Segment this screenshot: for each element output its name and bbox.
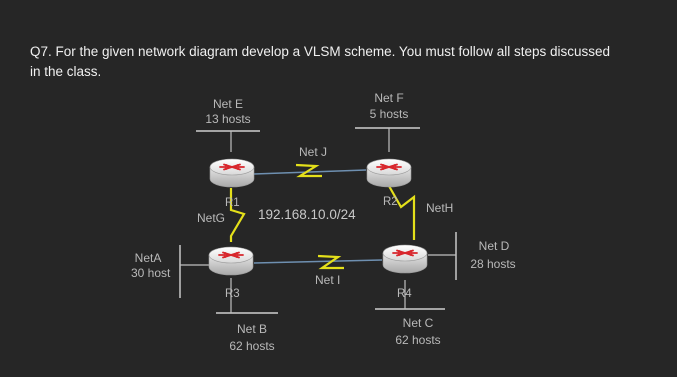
lan-net-f <box>355 128 420 152</box>
net-h-label: NetH <box>426 201 454 215</box>
lan-net-d <box>428 232 456 280</box>
net-d-hosts: 28 hosts <box>470 257 516 271</box>
router-r2-icon <box>367 159 411 187</box>
net-i-label: Net I <box>315 273 341 287</box>
net-b-name: Net B <box>236 322 267 336</box>
net-f-name: Net F <box>374 91 404 105</box>
link-net-j <box>254 165 366 176</box>
question-line-2: in the class. <box>30 64 102 79</box>
link-net-i <box>254 256 382 268</box>
net-b-hosts: 62 hosts <box>229 339 275 353</box>
r3-label: R3 <box>225 288 240 300</box>
net-e-hosts: 13 hosts <box>205 112 251 126</box>
net-c-name: Net C <box>402 316 434 330</box>
net-e-name: Net E <box>212 97 243 111</box>
router-r1-icon <box>210 159 254 187</box>
router-r4-icon <box>383 245 427 273</box>
network-address-label: 192.168.10.0/24 <box>258 207 356 222</box>
link-net-h <box>389 186 414 240</box>
r1-label: R1 <box>225 197 240 209</box>
lan-net-e <box>196 131 260 152</box>
question-line-1: Q7. For the given network diagram develop a VLSM scheme. You must follow all steps discussed <box>30 44 611 59</box>
r4-label: R4 <box>397 288 412 300</box>
net-a-name: NetA <box>134 251 162 265</box>
router-r3-icon <box>209 247 253 275</box>
r2-label: R2 <box>383 196 398 208</box>
net-g-label: NetG <box>197 211 226 225</box>
lan-net-a <box>180 245 209 298</box>
net-a-hosts: 30 host <box>131 266 171 280</box>
net-d-name: Net D <box>478 239 510 253</box>
net-j-label: Net J <box>299 145 328 159</box>
net-c-hosts: 62 hosts <box>395 333 441 347</box>
net-f-hosts: 5 hosts <box>369 107 409 121</box>
